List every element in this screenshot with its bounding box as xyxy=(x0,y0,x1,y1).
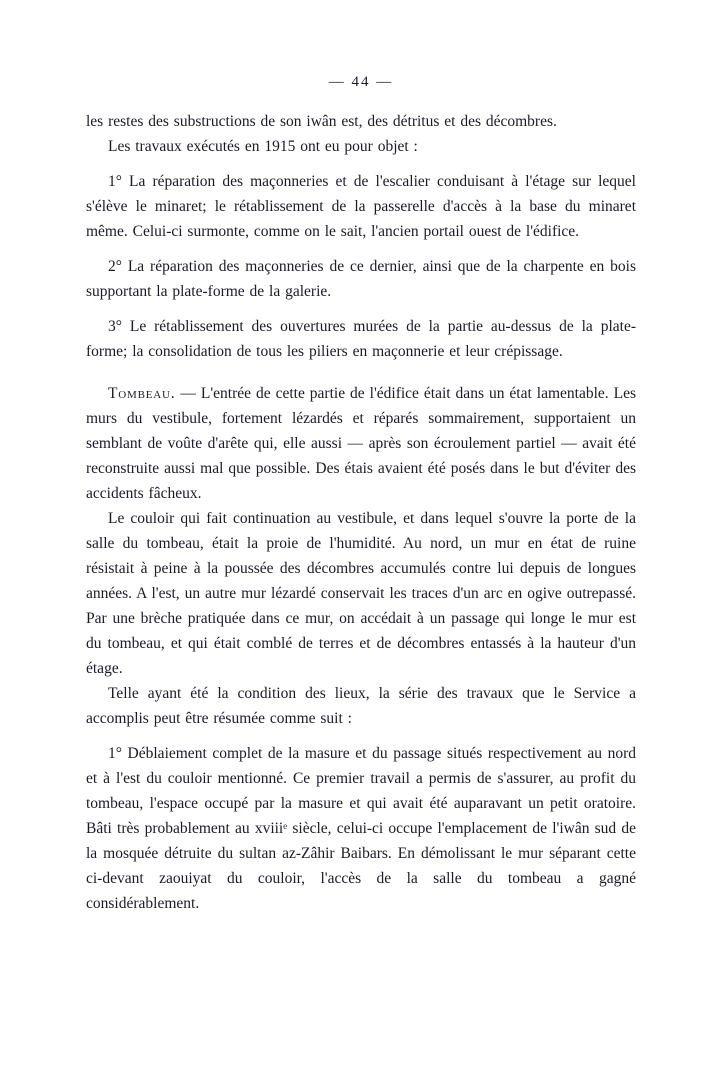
paragraph: 2° La réparation des maçonneries de ce dernier, ainsi que de la charpente en bois supportant la plate-forme de la galerie. xyxy=(86,258,636,300)
paragraph xyxy=(86,381,636,506)
paragraph-text: — L'entrée de cette partie de l'édifice était dans un état lamentable. Les murs du vestibule, fortement lézardés et réparés sommairement, supportaient un semblant de voûte d'arête qui, elle aussi — après son écroulement partiel — avait été reconstruite aussi mal que possible. Des étais avaient été posés dans le but d'éviter des accidents fâcheux. xyxy=(86,385,636,502)
paragraph-lead: Tombeau. xyxy=(108,385,176,402)
paragraph: 3° Le rétablissement des ouvertures murées de la partie au-dessus de la plate-forme; la consolidation de tous les piliers en maçonnerie et leur crépissage. xyxy=(86,318,636,360)
paragraph: 1° La réparation des maçonneries et de l'escalier conduisant à l'étage sur lequel s'élève le minaret; le rétablissement de la passerelle d'accès à la base du minaret même. Celui-ci surmonte, comme on le sait, l'ancien portail ouest de l'édifice. xyxy=(86,173,636,240)
paragraph: Le couloir qui fait continuation au vestibule, et dans lequel s'ouvre la porte de la salle du tombeau, était la proie de l'humidité. Au nord, un mur en état de ruine résistait à peine à la poussée des décombres accumulés contre lui depuis de longues années. A l'est, un autre mur lézardé conservait les traces d'un arc en ogive outrepassé. Par une brèche pratiquée dans ce mur, on accédait à un passage qui longe le mur est du tombeau, et qui était comblé de terres et de décombres entassés à la hauteur d'un étage. xyxy=(86,510,636,677)
paragraph: 1° Déblaiement complet de la masure et du passage situés respectivement au nord et à l'est du couloir mentionné. Ce premier travail a permis de s'assurer, au profit du tombeau, l'espace occupé par la masure et qui avait été auparavant un petit oratoire. Bâti très probablement au xviiiᵉ siècle, celui-ci occupe l'emplacement de l'iwân sud de la mosquée détruite du sultan az-Zâhir Baibars. En démolissant le mur séparant cette ci-devant zaouiyat du couloir, l'accès de la salle du tombeau a gagné considérablement. xyxy=(86,745,636,912)
paragraph: Les travaux exécutés en 1915 ont eu pour objet : xyxy=(108,138,418,155)
page-number: — 44 — xyxy=(328,74,394,90)
paragraph: Telle ayant été la condition des lieux, la série des travaux que le Service a accomplis peut être résumée comme suit : xyxy=(86,685,636,727)
paragraph: les restes des substructions de son iwân est, des détritus et des décombres. xyxy=(86,113,557,130)
